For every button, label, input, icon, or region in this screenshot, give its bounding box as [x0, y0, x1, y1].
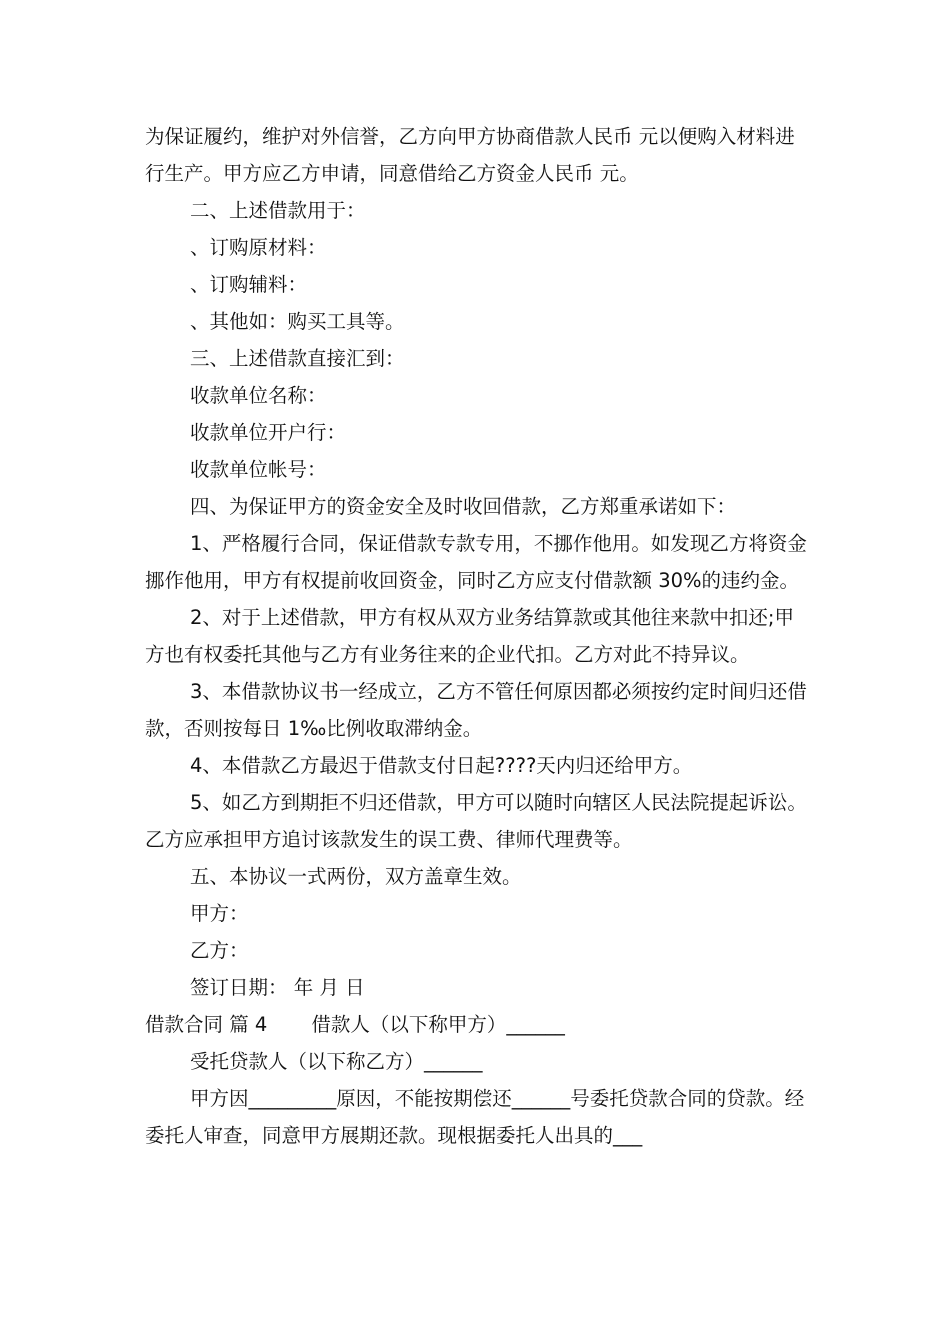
borrower-line: 借款人（以下称甲方）______ [311, 1013, 565, 1036]
list-item: 、订购原材料： [190, 236, 327, 259]
section-heading-3: 三、上述借款直接汇到： [190, 347, 405, 370]
field-payee-account: 收款单位帐号： [190, 458, 327, 481]
section-heading-2: 二、上述借款用于： [190, 199, 366, 222]
document-page [145, 118, 807, 1154]
section-heading-5: 五、本协议一式两份，双方盖章生效。 [190, 865, 522, 888]
list-item: 、订购辅料： [190, 273, 308, 296]
signature-party-b: 乙方： [190, 939, 249, 962]
signature-party-a: 甲方： [190, 902, 249, 925]
list-item: 、其他如：购买工具等。 [190, 310, 405, 333]
clause-1: 1、严格履行合同，保证借款专款专用，不挪作他用。如发现乙方将资金挪作他用，甲方有权提前收回资金，同时乙方应支付借款额 30%的违约金。 [145, 532, 807, 592]
clause-3: 3、本借款协议书一经成立，乙方不管任何原因都必须按约定时间归还借款，否则按每日 1‰比例收取滞纳金。 [145, 680, 807, 740]
extension-paragraph: 甲方因_________原因，不能按期偿还______号委托贷款合同的贷款。经委托人审查，同意甲方展期还款。现根据委托人出具的___ [145, 1087, 805, 1147]
paragraph-loan-purpose-intro: 为保证履约，维护对外信誉，乙方向甲方协商借款人民币 元以便购入材料进行生产。甲方应乙方申请，同意借给乙方资金人民币 元。 [145, 125, 795, 185]
field-payee-bank: 收款单位开户行： [190, 421, 347, 444]
contract-4-header [145, 1006, 807, 1043]
trustee-lender-line: 受托贷款人（以下称乙方）______ [190, 1050, 483, 1073]
signing-date: 签订日期： 年 月 日 [190, 976, 365, 999]
field-payee-name: 收款单位名称： [190, 384, 327, 407]
contract-title: 借款合同 篇 4 [145, 1013, 268, 1036]
clause-2: 2、对于上述借款，甲方有权从双方业务结算款或其他往来款中扣还;甲方也有权委托其他与乙方有业务往来的企业代扣。乙方对此不持异议。 [145, 606, 794, 666]
clause-4: 4、本借款乙方最迟于借款支付日起????天内归还给甲方。 [190, 754, 693, 777]
section-heading-4: 四、为保证甲方的资金安全及时收回借款，乙方郑重承诺如下： [190, 495, 737, 518]
clause-5: 5、如乙方到期拒不归还借款，甲方可以随时向辖区人民法院提起诉讼。乙方应承担甲方追讨该款发生的误工费、律师代理费等。 [145, 791, 807, 851]
